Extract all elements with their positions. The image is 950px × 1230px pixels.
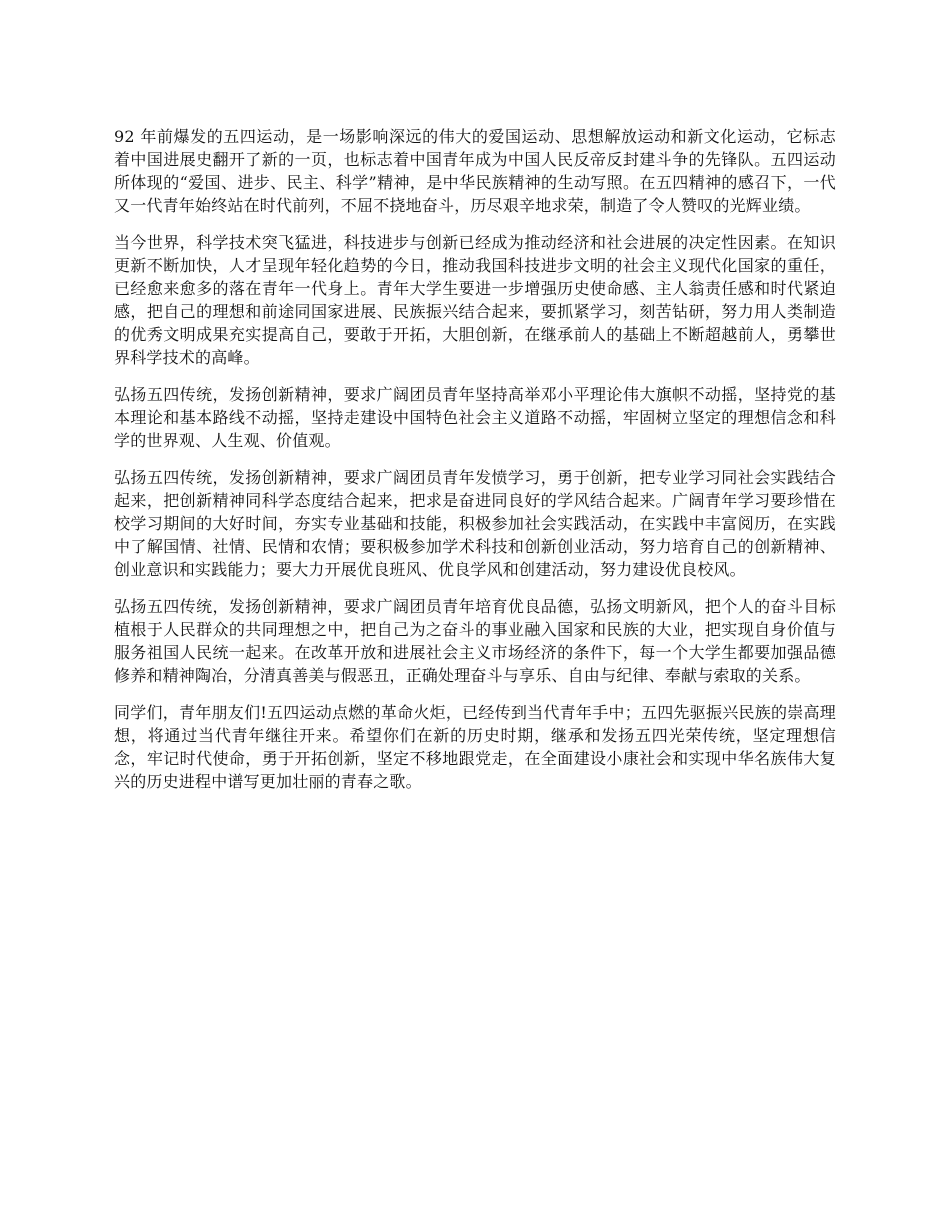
paragraph-1: 92 年前爆发的五四运动，是一场影响深远的伟大的爱国运动、思想解放运动和新文化运动，它标志着中国进展史翻开了新的一页，也标志着中国青年成为中国人民反帝反封建斗争的先锋队。五四运动所体现的“爱国、进步、民主、科学”精神，是中华民族精神的生动写照。在五四精神的感召下，一代又一代青年始终站在时代前列，不屈不挠地奋斗，历尽艰辛地求荣，制造了令人赞叹的光辉业绩。	[114, 127, 836, 215]
paragraph-2: 当今世界，科学技术突飞猛进，科技进步与创新已经成为推动经济和社会进展的决定性因素。在知识更新不断加快，人才呈现年轻化趋势的今日，推动我国科技进步文明的社会主义现代化国家的重任，已经愈来愈多的落在青年一代身上。青年大学生要进一步增强历史使命感、主人翁责任感和时代紧迫感，把自己的理想和前途同国家进展、民族振兴结合起来，要抓紧学习，刻苦钻研，努力用人类制造的优秀文明成果充实提高自己，要敢于开拓，大胆创新，在继承前人的基础上不断超越前人，勇攀世界科学技术的高峰。	[114, 233, 836, 367]
document-body	[114, 125, 836, 807]
paragraph-4: 弘扬五四传统，发扬创新精神，要求广阔团员青年发愤学习，勇于创新，把专业学习同社会实践结合起来，把创新精神同科学态度结合起来，把求是奋进同良好的学风结合起来。广阔青年学习要珍惜在校学习期间的大好时间，夯实专业基础和技能，积极参加社会实践活动，在实践中丰富阅历，在实践中了解国情、社情、民情和农情；要积极参加学术科技和创新创业活动，努力培育自己的创新精神、创业意识和实践能力；要大力开展优良班风、优良学风和创建活动，努力建设优良校风。	[114, 468, 836, 579]
paragraph-3: 弘扬五四传统，发扬创新精神，要求广阔团员青年坚持高举邓小平理论伟大旗帜不动摇，坚持党的基本理论和基本路线不动摇，坚持走建设中国特色社会主义道路不动摇，牢固树立坚定的理想信念和科学的世界观、人生观、价值观。	[114, 385, 836, 450]
paragraph-6: 同学们，青年朋友们!五四运动点燃的革命火炬，已经传到当代青年手中；五四先驱振兴民族的崇高理想，将通过当代青年继往开来。希望你们在新的历史时期，继承和发扬五四光荣传统，坚定理想信念，牢记时代使命，勇于开拓创新，坚定不移地跟党走，在全面建设小康社会和实现中华名族伟大复兴的历史进程中谱写更加壮丽的青春之歌。	[114, 703, 836, 791]
paragraph-5: 弘扬五四传统，发扬创新精神，要求广阔团员青年培育优良品德，弘扬文明新风，把个人的奋斗目标植根于人民群众的共同理想之中，把自己为之奋斗的事业融入国家和民族的大业，把实现自身价值与服务祖国人民统一起来。在改革开放和进展社会主义市场经济的条件下，每一个大学生都要加强品德修养和精神陶冶，分清真善美与假恶丑，正确处理奋斗与享乐、自由与纪律、奉献与索取的关系。	[114, 597, 836, 685]
